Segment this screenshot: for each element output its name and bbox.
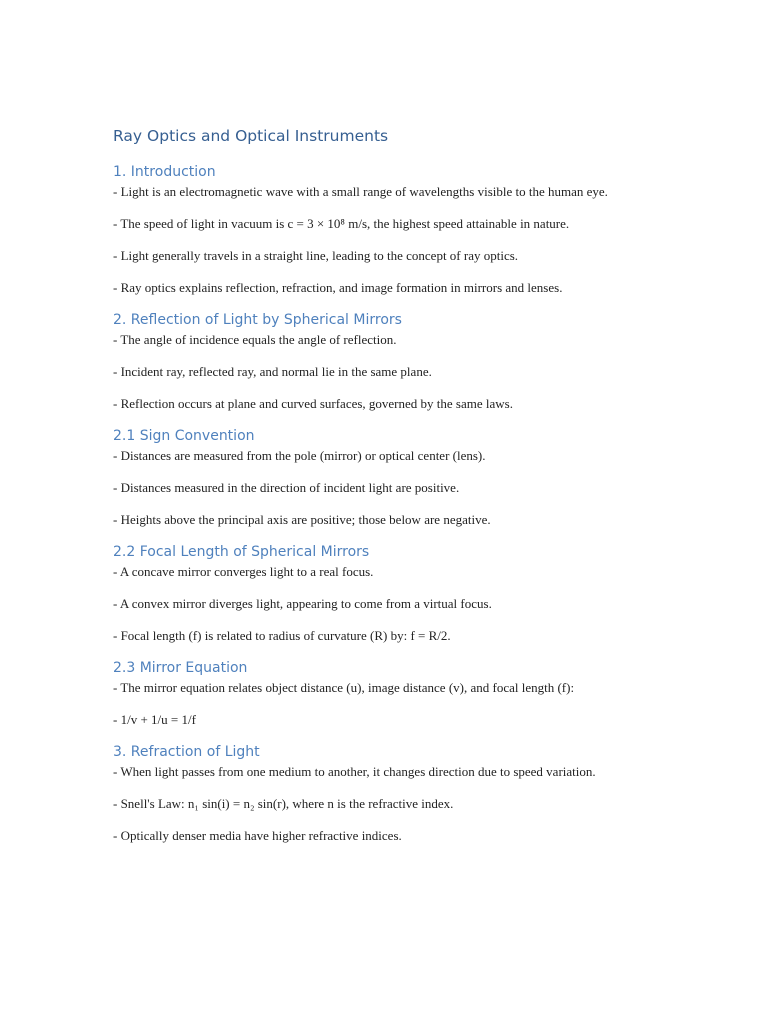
paragraph: - 1/v + 1/u = 1/f bbox=[113, 712, 196, 727]
paragraph: - Heights above the principal axis are positive; those below are negative. bbox=[113, 512, 491, 527]
section-heading-mirror-equation: 2.3 Mirror Equation bbox=[113, 660, 248, 676]
paragraph: - Focal length (f) is related to radius of curvature (R) by: f = R/2. bbox=[113, 628, 451, 643]
paragraph: - Ray optics explains reflection, refraction, and image formation in mirrors and lenses. bbox=[113, 280, 563, 295]
paragraph: - A convex mirror diverges light, appearing to come from a virtual focus. bbox=[113, 596, 492, 611]
section-heading-introduction: 1. Introduction bbox=[113, 164, 216, 180]
paragraph: - The speed of light in vacuum is c = 3 × 10⁸ m/s, the highest speed attainable in nature. bbox=[113, 216, 570, 231]
paragraph: - The angle of incidence equals the angle of reflection. bbox=[113, 332, 397, 347]
document-title: Ray Optics and Optical Instruments bbox=[113, 127, 389, 145]
paragraph: - Distances measured in the direction of incident light are positive. bbox=[113, 480, 460, 495]
paragraph: - Light generally travels in a straight line, leading to the concept of ray optics. bbox=[113, 248, 519, 263]
paragraph: - Reflection occurs at plane and curved surfaces, governed by the same laws. bbox=[113, 396, 513, 411]
section-heading-sign-convention: 2.1 Sign Convention bbox=[113, 428, 255, 444]
section-heading-refraction: 3. Refraction of Light bbox=[113, 744, 260, 760]
paragraph: - Optically denser media have higher refractive indices. bbox=[113, 828, 402, 843]
section-heading-reflection: 2. Reflection of Light by Spherical Mirrors bbox=[113, 312, 402, 328]
paragraph: - When light passes from one medium to another, it changes direction due to speed variation. bbox=[113, 764, 596, 779]
paragraph: - Snell's Law: n₁ sin(i) = n₂ sin(r), where n is the refractive index. bbox=[113, 796, 454, 811]
document-content bbox=[113, 124, 653, 845]
paragraph: - Light is an electromagnetic wave with a small range of wavelengths visible to the human eye. bbox=[113, 184, 608, 199]
paragraph: - Distances are measured from the pole (mirror) or optical center (lens). bbox=[113, 448, 486, 463]
paragraph: - Incident ray, reflected ray, and normal lie in the same plane. bbox=[113, 364, 432, 379]
paragraph: - A concave mirror converges light to a real focus. bbox=[113, 564, 374, 579]
paragraph: - The mirror equation relates object distance (u), image distance (v), and focal length (f): bbox=[113, 680, 575, 695]
section-heading-focal-length: 2.2 Focal Length of Spherical Mirrors bbox=[113, 544, 370, 560]
